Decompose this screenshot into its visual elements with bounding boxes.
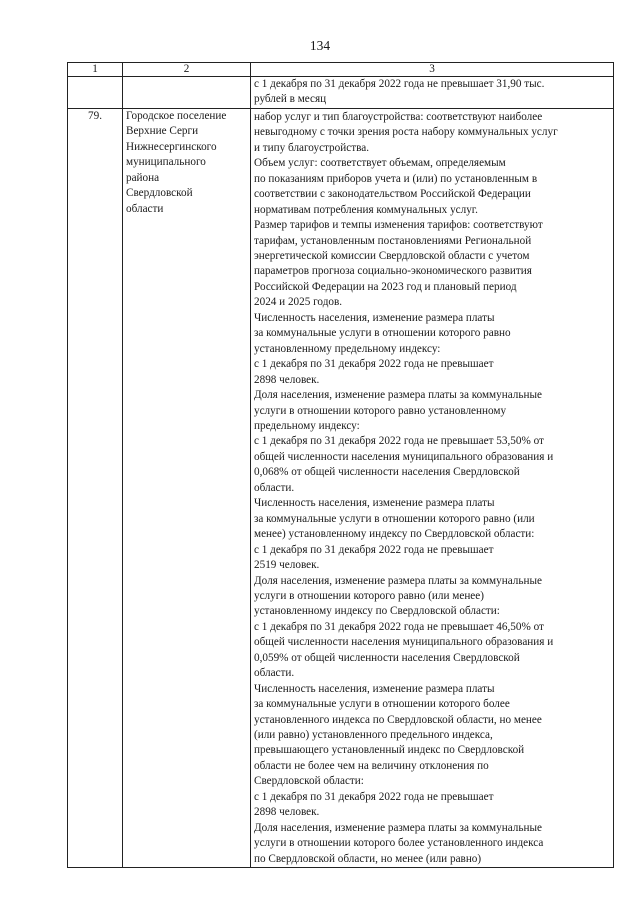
content-text-line: (или равно) установленного предельного индекса, (254, 729, 493, 742)
content-text-line: энергетической комиссии Свердловской области с учетом (254, 249, 530, 262)
content-text-line: установленному индексу по Свердловской области: (254, 605, 500, 618)
content-text-line: общей численности населения муниципального образования и (254, 636, 554, 649)
content-text-line: параметров прогноза социально-экономического развития (254, 265, 532, 278)
content-text-line: и типу благоустройства. (254, 141, 369, 154)
content-text-line: 0,068% от общей численности населения Свердловской (254, 466, 520, 479)
continuation-content-cell (251, 77, 614, 109)
municipality-name-line: района (126, 171, 160, 184)
header-col-3: 3 (251, 63, 614, 77)
content-text-line: Численность населения, изменение размера платы (254, 682, 495, 695)
continuation-name-cell (123, 77, 251, 109)
content-text-line: предельному индексу: (254, 419, 360, 432)
content-text-line: за коммунальные услуги в отношении которого равно (или (254, 512, 535, 525)
content-text-line: 2898 человек. (254, 806, 320, 819)
content-text-line: Численность населения, изменение размера платы (254, 497, 495, 510)
municipality-name-line: Городское поселение (126, 109, 227, 122)
content-text-line: набор услуг и тип благоустройства: соответствуют наиболее (254, 110, 543, 123)
content-text-line: Свердловской области: (254, 775, 364, 788)
content-text-line: менее) установленному индексу по Свердловской области: (254, 528, 535, 541)
content-text-line: за коммунальные услуги в отношении которого равно (254, 327, 511, 340)
row-number-cell: 79. (68, 108, 123, 867)
content-text-line: области. (254, 667, 295, 680)
continuation-text-line: рублей в месяц (254, 93, 327, 106)
content-text-line: нормативам потребления коммунальных услуг. (254, 203, 478, 216)
content-text-line: общей численности населения муниципального образования и (254, 450, 554, 463)
content-text-line: 2024 и 2025 годов. (254, 296, 343, 309)
content-text-line: области. (254, 481, 295, 494)
municipality-name-line: Нижнесергинского (126, 140, 217, 153)
content-text-line: Размер тарифов и темпы изменения тарифов: соответствуют (254, 219, 543, 232)
content-text-line: Доля населения, изменение размера платы за коммунальные (254, 821, 542, 834)
content-text-line: установленного индекса по Свердловской области, но менее (254, 713, 542, 726)
content-text-line: Доля населения, изменение размера платы за коммунальные (254, 574, 542, 587)
municipality-name-line: муниципального (126, 156, 206, 169)
content-text-line: Объем услуг: соответствует объемам, определяемым (254, 157, 506, 170)
page-number: 134 (309, 38, 331, 53)
continuation-text-line: с 1 декабря по 31 декабря 2022 года не превышает 31,90 тыс. (254, 78, 545, 90)
municipality-name-line: области (126, 202, 164, 215)
table-header-row (68, 63, 614, 77)
content-text-line: 2519 человек. (254, 559, 320, 572)
content-text-line: с 1 декабря по 31 декабря 2022 года не превышает 53,50% от (254, 435, 544, 448)
continuation-number-cell (68, 77, 123, 109)
content-text-line: 0,059% от общей численности населения Свердловской (254, 651, 520, 664)
row-name-cell (123, 108, 251, 867)
row-content-cell (251, 108, 614, 867)
content-text-line: с 1 декабря по 31 декабря 2022 года не превышает 46,50% от (254, 620, 544, 633)
content-text-line: 2898 человек. (254, 373, 320, 386)
header-col-1: 1 (68, 63, 123, 77)
content-text-line: установленному предельному индексу: (254, 342, 441, 355)
content-text-line: тарифам, установленным постановлениями Региональной (254, 234, 532, 247)
content-text-line: с 1 декабря по 31 декабря 2022 года не превышает (254, 790, 494, 803)
content-text-line: с 1 декабря по 31 декабря 2022 года не превышает (254, 543, 494, 556)
content-text-line: Российской Федерации на 2023 год и плановый период (254, 280, 517, 293)
content-text-line: по Свердловской области, но менее (или равно) (254, 852, 482, 865)
content-text-line: за коммунальные услуги в отношении которого более (254, 698, 510, 711)
document-table (67, 62, 614, 868)
header-col-2: 2 (123, 63, 251, 77)
content-text-line: услуги в отношении которого равно (или менее) (254, 589, 484, 602)
municipality-name-line: Верхние Серги (126, 125, 199, 138)
content-text-line: с 1 декабря по 31 декабря 2022 года не превышает (254, 358, 494, 371)
content-text-line: невыгодному с точки зрения роста набору коммунальных услуг (254, 126, 558, 139)
content-text-line: Численность населения, изменение размера платы (254, 311, 495, 324)
content-text-line: Доля населения, изменение размера платы за коммунальные (254, 389, 542, 402)
content-text-line: соответствии с законодательством Российской Федерации (254, 188, 531, 201)
continuation-row (68, 77, 614, 109)
content-text-line: услуги в отношении которого более установленного индекса (254, 837, 544, 850)
table-row (68, 108, 614, 867)
content-text-line: по показаниям приборов учета и (или) по установленным в (254, 172, 538, 185)
content-text-line: услуги в отношении которого равно установленному (254, 404, 507, 417)
municipality-name-line: Свердловской (126, 187, 193, 200)
content-text-line: превышающего установленный индекс по Свердловской (254, 744, 525, 757)
content-text-line: области не более чем на величину отклонения по (254, 759, 489, 772)
